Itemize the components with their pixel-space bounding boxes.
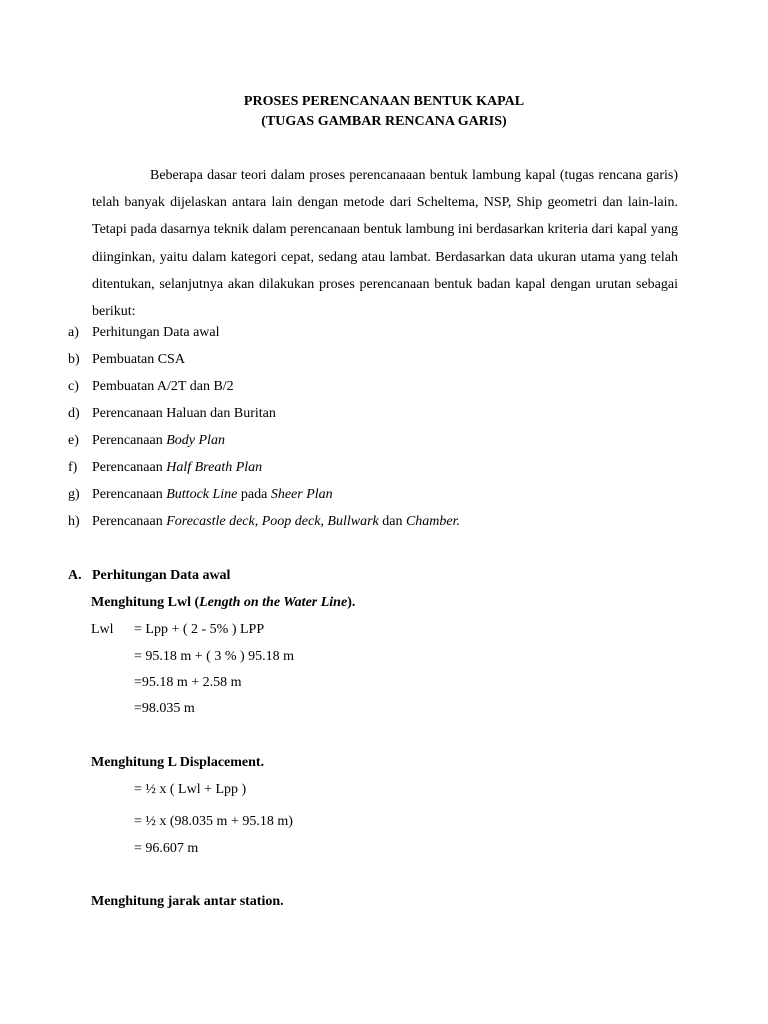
document-title: PROSES PERENCANAAN BENTUK KAPAL [243,94,525,109]
formula-line: = Lpp + ( 2 - 5% ) LPP [134,622,265,637]
list-text: Perencanaan [92,433,167,448]
section-title: Perhitungan Data awal [92,568,231,583]
formula-label: Lwl [91,622,114,637]
formula-line: = 96.607 m [134,841,199,856]
list-text-italic: Buttock Line [166,487,238,502]
subheading-text: Menghitung Lwl ( [91,595,200,610]
list-text: Perencanaan Haluan dan Buritan [92,406,276,421]
formula-line: =95.18 m + 2.58 m [134,675,242,690]
section-heading [68,566,230,586]
list-text-italic: Forecastle deck, Poop deck, Bullwark [166,514,379,529]
list-text: pada [237,487,271,502]
subheading-lwl [91,593,355,613]
subheading-station-distance: Menghitung jarak antar station. [91,894,284,909]
list-item [68,404,276,424]
list-item [68,377,234,397]
list-text: Perencanaan [92,487,167,502]
subheading-l-displacement: Menghitung L Displacement. [91,755,265,770]
list-text-italic: Half Breath Plan [166,460,263,475]
intro-paragraph: Beberapa dasar teori dalam proses perencanaaan bentuk lambung kapal (tugas rencana garis) telah banyak dijelaskan antara lain dengan metode dari Scheltema, NSP, Ship geometri dan lain-lain. Tetapi pada dasarnya teknik dalam perencanaan bentuk lambung ini berdasarkan kriteria dari kapal yang diinginkan, yaitu dalam kategori cepat, sedang atau lambat. Berdasarkan data ukuran utama yang telah ditentukan, selanjutnya akan dilakukan proses perencanaan bentuk badan kapal dengan urutan sebagai berikut: [92,168,678,320]
formula-line: =98.035 m [134,701,195,716]
subheading-italic: Length on the Water Line [199,595,348,610]
subheading-text: ). [347,595,356,610]
list-marker: g) [68,487,80,502]
list-item [68,350,185,370]
list-text-italic: Chamber. [405,514,461,529]
list-text: Perencanaan [92,460,167,475]
list-text: Perhitungan Data awal [92,325,220,340]
list-marker: h) [68,514,80,529]
list-item [68,512,460,532]
list-marker: c) [68,379,79,394]
formula-line: = 95.18 m + ( 3 % ) 95.18 m [134,649,295,664]
list-marker: f) [68,460,78,475]
list-text: Pembuatan A/2T dan B/2 [92,379,234,394]
list-item [68,323,220,343]
list-item [68,485,333,505]
list-text-italic: Body Plan [166,433,225,448]
list-text: dan [378,514,406,529]
list-item [68,431,225,451]
list-text: Pembuatan CSA [92,352,185,367]
document-subtitle: (TUGAS GAMBAR RENCANA GARIS) [261,114,507,129]
list-marker: e) [68,433,79,448]
list-text-italic: Sheer Plan [270,487,333,502]
formula-line: = ½ x (98.035 m + 95.18 m) [134,814,293,829]
list-marker: b) [68,352,80,367]
list-marker: a) [68,325,79,340]
section-marker: A. [68,568,82,583]
list-marker: d) [68,406,80,421]
list-item [68,458,262,478]
list-text: Perencanaan [92,514,167,529]
formula-line: = ½ x ( Lwl + Lpp ) [134,782,247,797]
